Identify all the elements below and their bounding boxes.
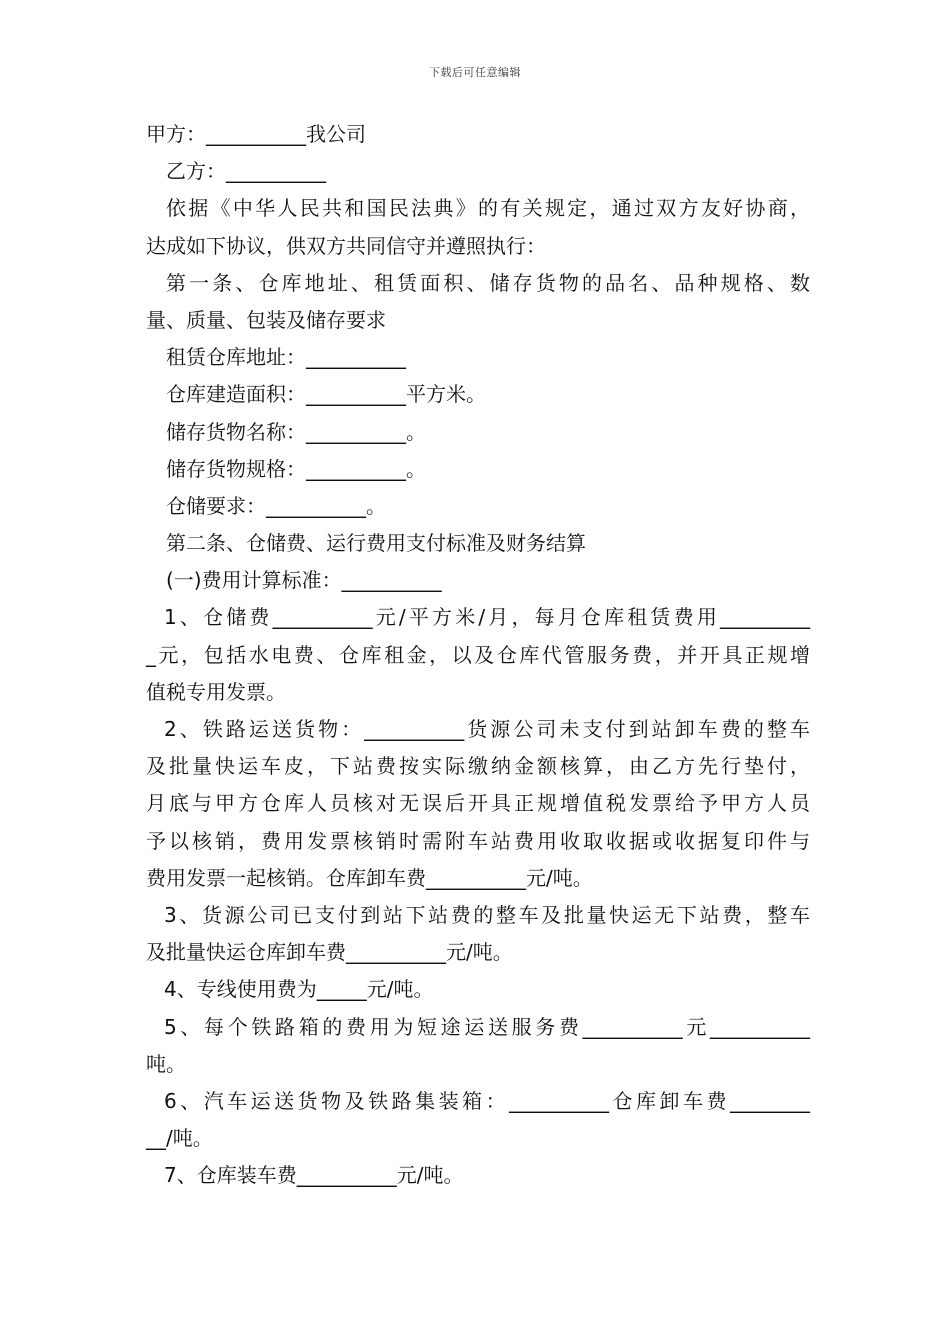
page-header-note: 下载后可任意编辑 — [429, 66, 521, 79]
storage-requirement-line: 仓储要求：__________。 — [166, 493, 386, 518]
goods-name-line: 储存货物名称：__________。 — [166, 419, 426, 444]
preamble-line-1: 依据《中华人民共和国民法典》的有关规定，通过双方友好协商， — [166, 196, 810, 221]
contract-body — [146, 116, 810, 1194]
preamble-line-2: 达成如下协议，供双方共同信守并遵照执行： — [146, 233, 546, 258]
item-2-line-3: 月底与甲方仓库人员核对无误后开具正规增值税发票给予甲方人员 — [146, 791, 810, 816]
item-5-line-1: 5、每个铁路箱的费用为短途运送服务费__________元__________ — [164, 1014, 810, 1039]
item-1-line-2: _元，包括水电费、仓库租金，以及仓库代管服务费，并开具正规增 — [146, 642, 810, 667]
item-1-line-3: 值税专用发票。 — [146, 679, 286, 704]
article-1-title-line-2: 量、质量、包装及储存要求 — [146, 307, 386, 332]
article-2-title: 第二条、仓储费、运行费用支付标准及财务结算 — [166, 531, 586, 556]
item-2-line-1: 2、铁路运送货物：__________货源公司未支付到站卸车费的整车 — [164, 717, 810, 741]
item-6-line-2: __/吨。 — [146, 1126, 213, 1151]
item-2-line-4: 予以核销，费用发票核销时需附车站费用收取收据或收据复印件与 — [146, 828, 810, 853]
item-3-line-2: 及批量快运仓库卸车费__________元/吨。 — [146, 940, 513, 965]
item-5-line-2: 吨。 — [146, 1051, 186, 1076]
party-b-line: 乙方：__________ — [166, 159, 326, 184]
fee-standard-line: (一)费用计算标准：__________ — [166, 568, 442, 593]
item-1-line-1: 1、仓储费__________元/平方米/月，每月仓库租赁费用_________ — [164, 605, 810, 630]
goods-spec-line: 储存货物规格：__________。 — [166, 456, 426, 481]
item-6-line-1: 6、汽车运送货物及铁路集装箱：__________仓库卸车费________ — [164, 1088, 810, 1113]
warehouse-address-line: 租赁仓库地址：__________ — [166, 345, 406, 370]
party-a-line: 甲方：__________我公司 — [146, 122, 366, 146]
item-7-line: 7、仓库装车费__________元/吨。 — [164, 1163, 464, 1188]
item-2-line-5: 费用发票一起核销。仓库卸车费__________元/吨。 — [146, 865, 593, 890]
item-2-line-2: 及批量快运车皮，下站费按实际缴纳金额核算，由乙方先行垫付， — [146, 754, 810, 779]
warehouse-area-line: 仓库建造面积：__________平方米。 — [166, 382, 486, 407]
item-4-line: 4、专线使用费为_____元/吨。 — [164, 977, 434, 1002]
article-1-title-line-1: 第一条、仓库地址、租赁面积、储存货物的品名、品种规格、数 — [166, 270, 810, 295]
item-3-line-1: 3、货源公司已支付到站下站费的整车及批量快运无下站费，整车 — [164, 902, 810, 927]
